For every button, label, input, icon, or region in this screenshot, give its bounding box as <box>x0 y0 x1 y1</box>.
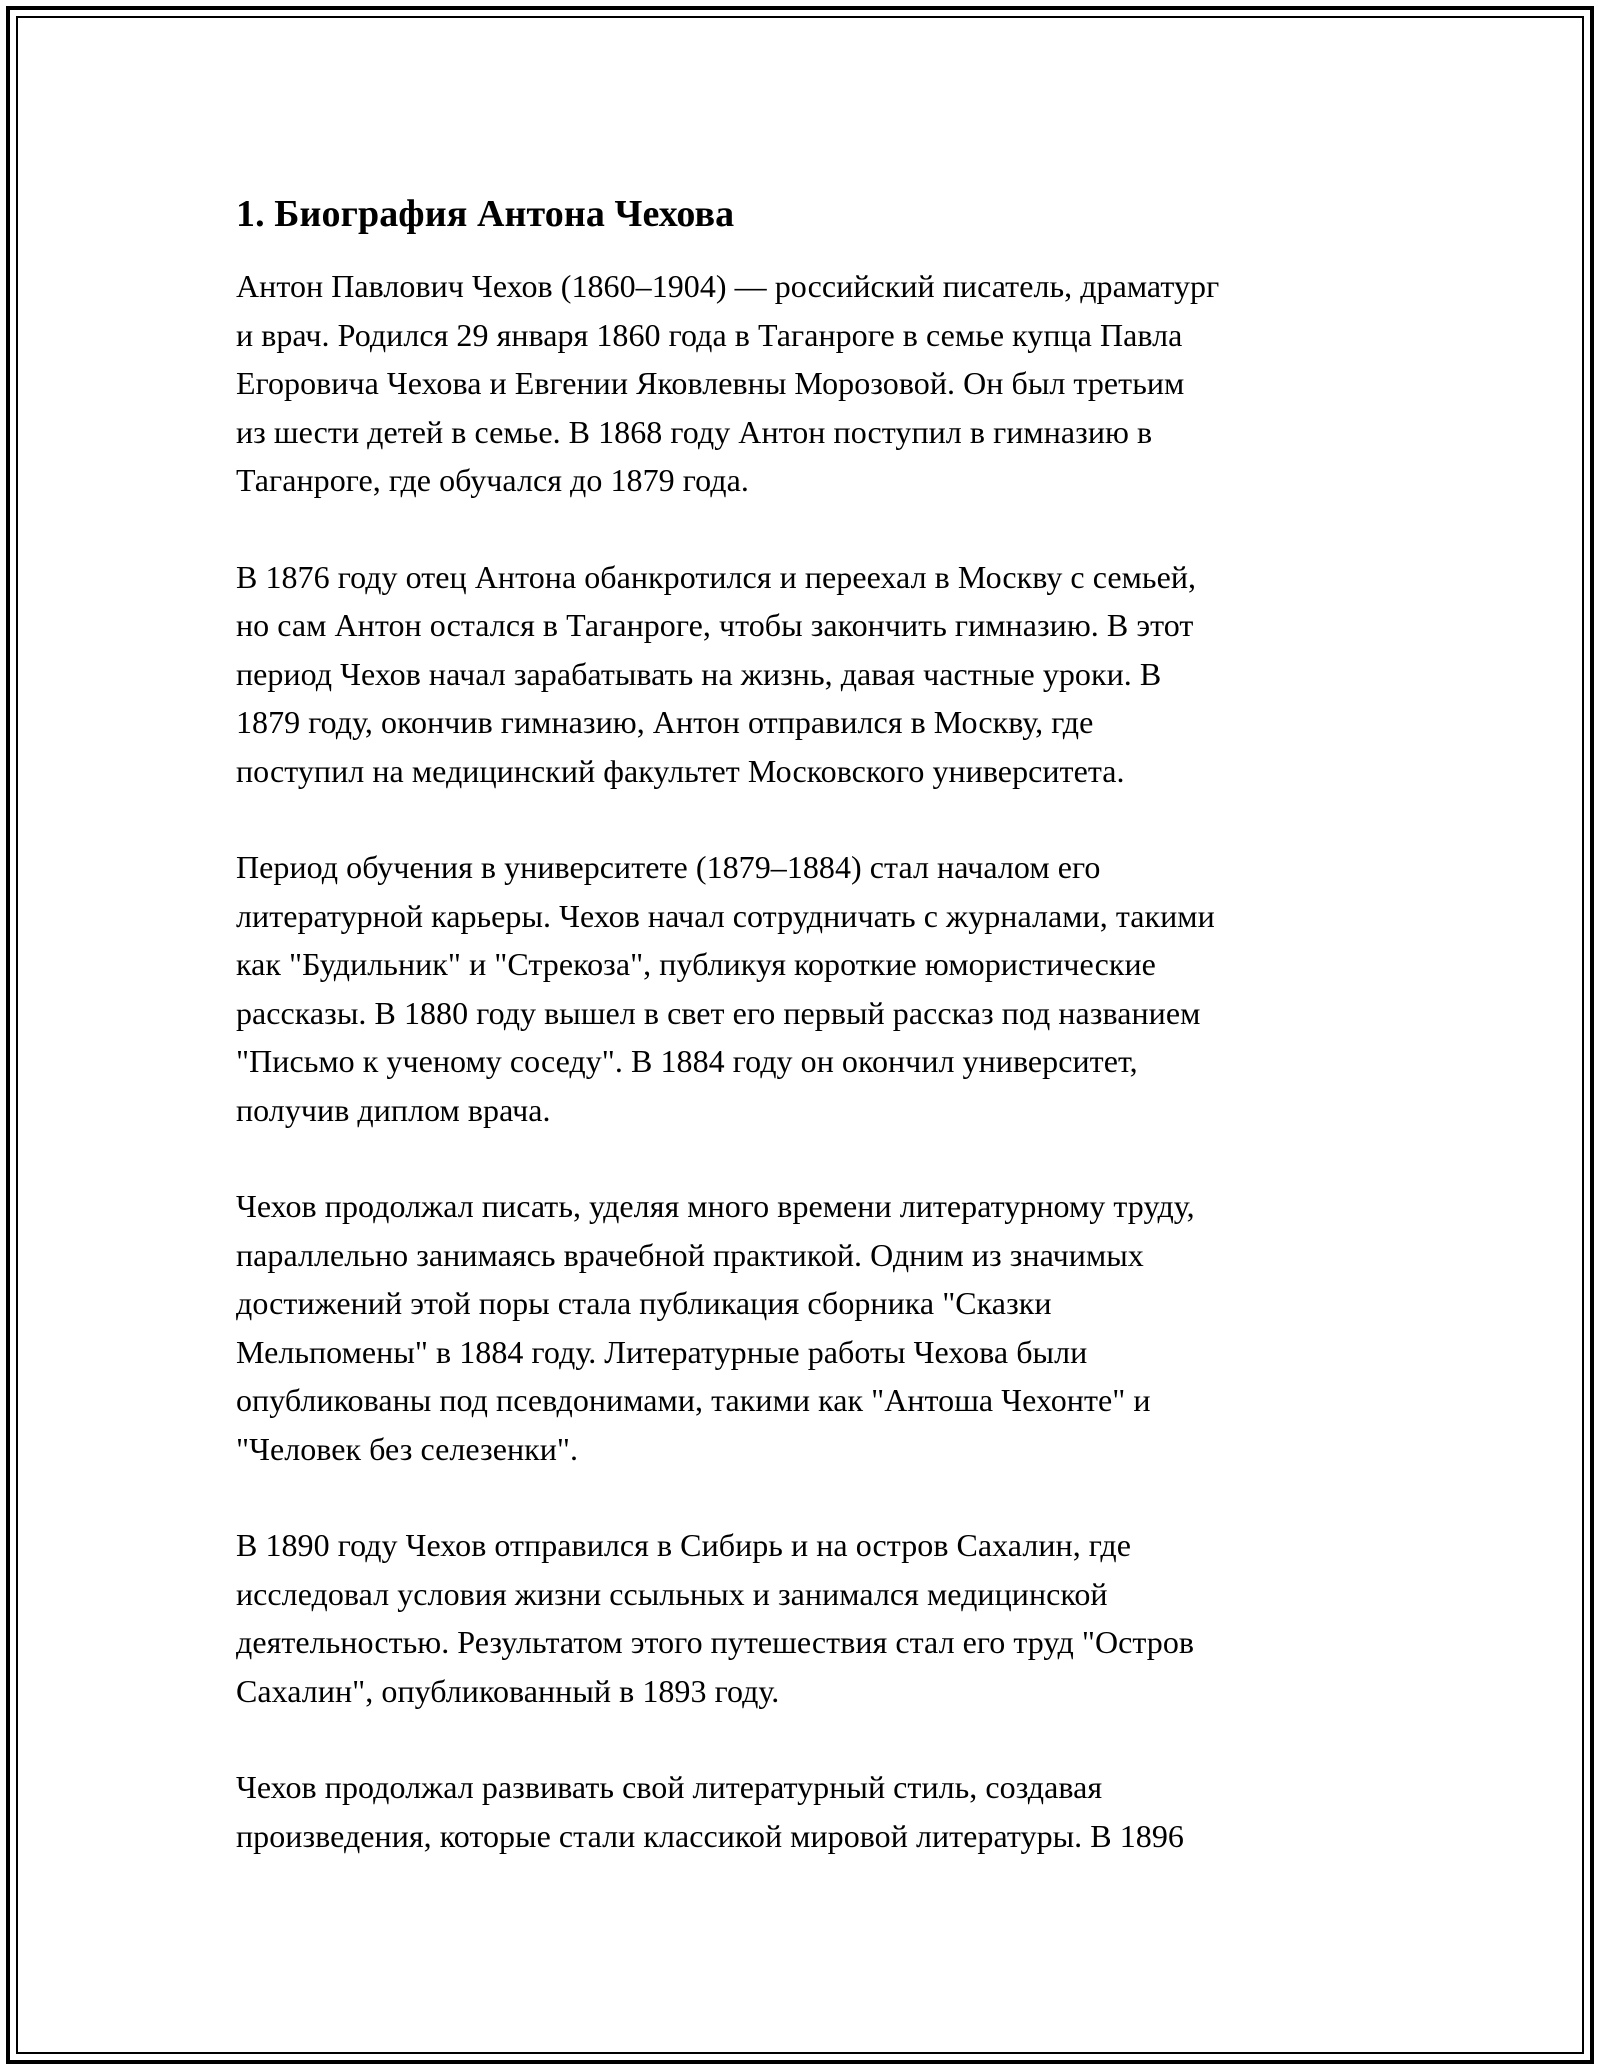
text-line: В 1890 году Чехов отправился в Сибирь и на остров Сахалин, где <box>236 1527 1131 1563</box>
text-line: В 1876 году отец Антона обанкротился и переехал в Москву с семьей, <box>236 558 1197 595</box>
text-line: и врач. Родился 29 января 1860 года в Таганроге в семье купца Павла <box>236 316 1183 353</box>
text-line: Антон Павлович Чехов (1860–1904) — российский писатель, драматург <box>236 268 1220 304</box>
document-title: 1. Биография Антона Чехова <box>236 193 735 235</box>
text-line: из шести детей в семье. В 1868 году Антон поступил в гимназию в <box>236 413 1153 450</box>
text-line: как "Будильник" и "Стрекоза", публикуя короткие юмористические <box>236 946 1156 982</box>
paragraph-family-move <box>236 553 1376 796</box>
text-line: Мельпомены" в 1884 году. Литературные работы Чехова были <box>236 1333 1088 1370</box>
text-line: Чехов продолжал писать, уделяя много времени литературному труду, <box>236 1188 1195 1224</box>
text-line: литературной карьеры. Чехов начал сотрудничать с журналами, такими <box>236 897 1215 934</box>
text-line: поступил на медицинский факультет Московского университета. <box>236 752 1125 789</box>
text-line: получив диплом врача. <box>236 1091 551 1128</box>
text-line: параллельно занимаясь врачебной практикой. Одним из значимых <box>236 1236 1144 1273</box>
text-line: Сахалин", опубликованный в 1893 году. <box>236 1672 780 1709</box>
text-line: Период обучения в университете (1879–1884) стал началом его <box>236 849 1101 885</box>
paragraph-literary-work <box>236 1182 1376 1473</box>
paragraph-later-style <box>236 1763 1376 1860</box>
text-line: рассказы. В 1880 году вышел в свет его первый рассказ под названием <box>236 994 1201 1031</box>
text-line: "Письмо к ученому соседу". В 1884 году он окончил университет, <box>236 1043 1138 1079</box>
text-line: Таганроге, где обучался до 1879 года. <box>236 462 749 498</box>
text-line: "Человек без селезенки". <box>236 1430 579 1467</box>
paragraph-early-life <box>236 262 1376 505</box>
text-line: опубликованы под псевдонимами, такими как "Антоша Чехонте" и <box>236 1382 1151 1418</box>
text-line: период Чехов начал зарабатывать на жизнь, давая частные уроки. В <box>236 655 1162 692</box>
text-line: Чехов продолжал развивать свой литературный стиль, создавая <box>236 1769 1103 1805</box>
paragraph-university <box>236 843 1376 1134</box>
text-line: деятельностью. Результатом этого путешествия стал его труд "Остров <box>236 1624 1195 1660</box>
document-body <box>236 186 1376 1860</box>
text-line: произведения, которые стали классикой мировой литературы. В 1896 <box>236 1817 1184 1854</box>
text-line: исследовал условия жизни ссыльных и занимался медицинской <box>236 1575 1108 1612</box>
text-line: достижений этой поры стала публикация сборника "Сказки <box>236 1285 1052 1321</box>
paragraph-sakhalin <box>236 1521 1376 1715</box>
text-line: но сам Антон остался в Таганроге, чтобы закончить гимназию. В этот <box>236 607 1194 643</box>
text-line: Егоровича Чехова и Евгении Яковлевны Морозовой. Он был третьим <box>236 365 1185 401</box>
text-line: 1879 году, окончив гимназию, Антон отправился в Москву, где <box>236 704 1094 740</box>
